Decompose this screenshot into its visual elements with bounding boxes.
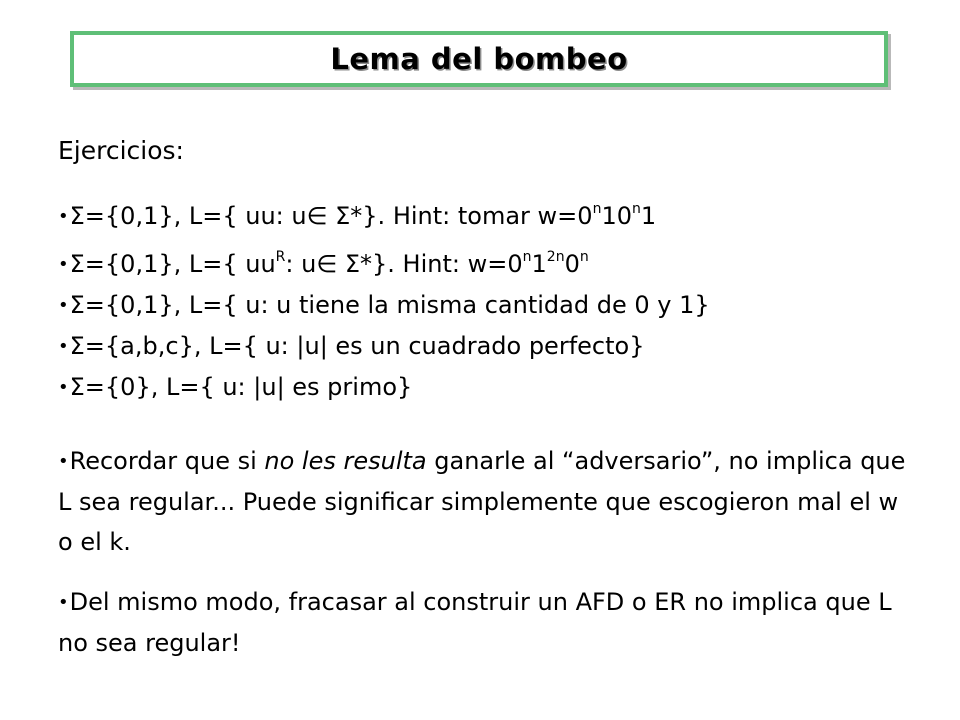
bullet-dot: •	[58, 254, 69, 275]
note-emphasis: no les resulta	[264, 447, 427, 475]
bullet-dot: •	[58, 295, 69, 316]
note-text: Recordar que si	[69, 447, 265, 475]
note-text: ganarle al “adversario”, no implica que L sea regular... Puede significar simplemente que escogieron mal el w o el k.	[58, 447, 906, 556]
bullet-dot: •	[58, 451, 69, 472]
superscript: n	[592, 201, 602, 217]
bullet-dot: •	[58, 377, 69, 398]
slide-title: Lema del bombeo	[330, 42, 628, 76]
title-box	[70, 31, 888, 87]
exercise-text: 10	[601, 202, 632, 230]
exercise-list	[58, 189, 918, 408]
superscript: 2n	[546, 249, 565, 265]
exercise-text: Σ={0}, L={ u: |u| es primo}	[69, 373, 413, 401]
exercise-text: : u∈ Σ*}. Hint: w=0	[285, 250, 523, 278]
superscript: n	[631, 201, 641, 217]
superscript: n	[522, 249, 532, 265]
exercise-item	[58, 237, 918, 285]
bullet-dot: •	[58, 336, 69, 357]
superscript: n	[579, 249, 589, 265]
exercise-item	[58, 367, 918, 408]
exercise-text: Σ={0,1}, L={ u: u tiene la misma cantidad de 0 y 1}	[69, 291, 710, 319]
bullet-dot: •	[58, 592, 69, 613]
bullet-dot: •	[58, 206, 69, 227]
exercise-text: 0	[564, 250, 580, 278]
note-text: Del mismo modo, fracasar al construir un AFD o ER no implica que L no sea regular!	[58, 588, 892, 657]
exercises-section	[58, 138, 918, 408]
note-paragraph	[58, 441, 918, 562]
section-heading: Ejercicios:	[58, 136, 184, 165]
exercise-item	[58, 189, 918, 237]
exercise-text: Σ={a,b,c}, L={ u: |u| es un cuadrado perfecto}	[69, 332, 645, 360]
superscript: R	[275, 249, 286, 265]
exercise-text: Σ={0,1}, L={ uu: u∈ Σ*}. Hint: tomar w=0	[69, 202, 593, 230]
exercise-item	[58, 326, 918, 367]
exercise-text: 1	[640, 202, 657, 230]
note-paragraph	[58, 582, 918, 663]
exercise-item	[58, 285, 918, 326]
exercise-text: Σ={0,1}, L={ uu	[69, 250, 276, 278]
exercise-text: 1	[531, 250, 547, 278]
